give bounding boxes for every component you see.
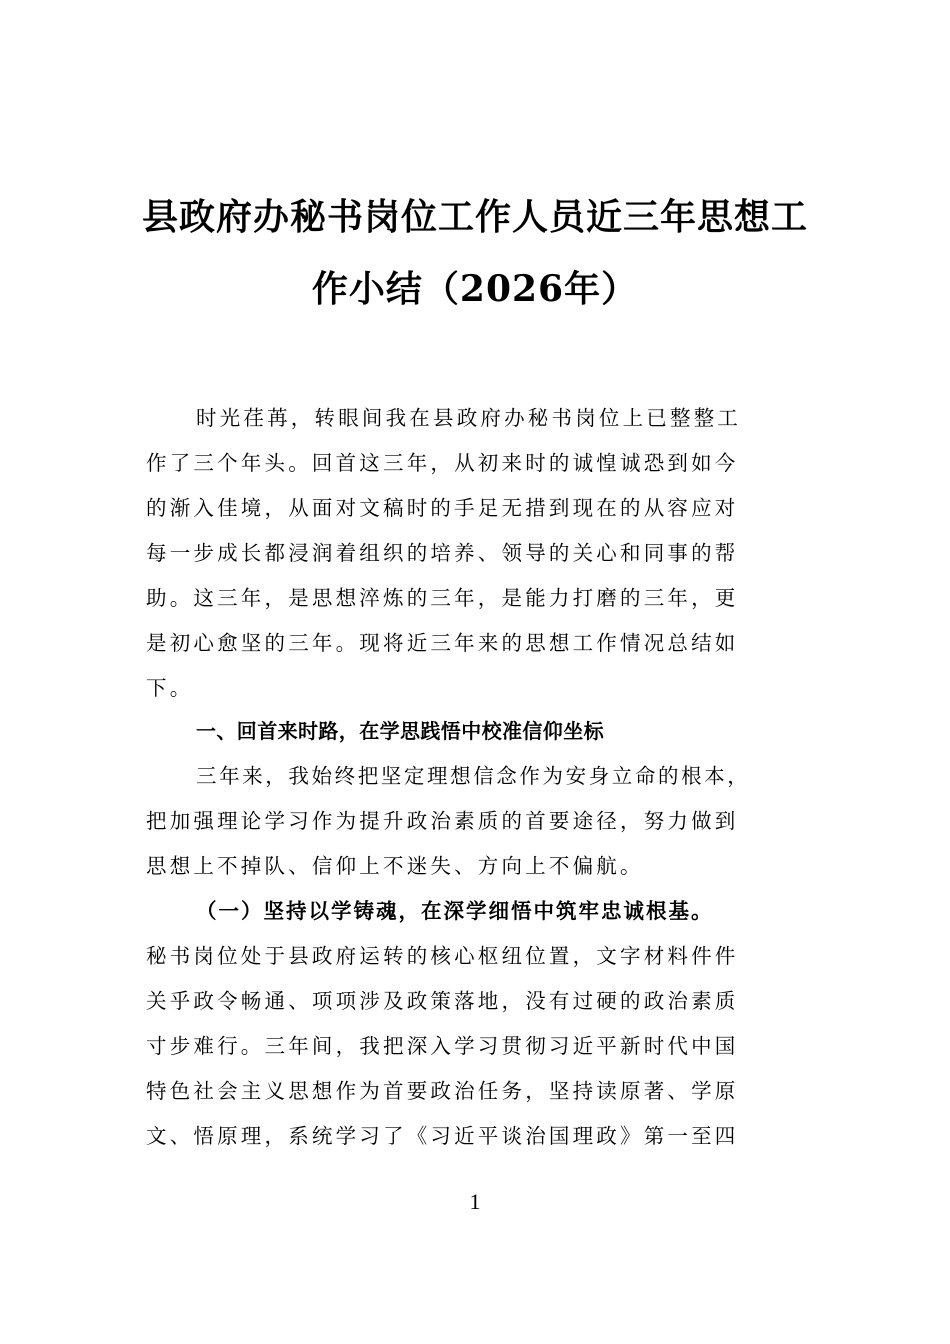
subsection-1-heading: （一）坚持以学铸魂，在深学细悟中筑牢忠诚根基。 (196, 899, 714, 923)
section-1-heading: 一、回首来时路，在学思践悟中校准信仰坐标 (196, 719, 604, 743)
paragraph-3-line-5: 文、悟原理，系统学习了《习近平谈治国理政》第一至四 (146, 1124, 739, 1148)
paragraph-1-line-1: 时光荏苒，转眼间我在县政府办秘书岗位上已整整工 (196, 406, 742, 430)
paragraph-3-line-2: 关乎政令畅通、项项涉及政策落地，没有过硬的政治素质 (146, 989, 739, 1013)
paragraph-1-line-7: 下。 (146, 676, 194, 700)
paragraph-2-line-3: 思想上不掉队、信仰上不迷失、方向上不偏航。 (146, 854, 644, 878)
paragraph-3-line-1: 秘书岗位处于县政府运转的核心枢纽位置，文字材料件件 (146, 944, 739, 968)
document-title-line-1: 县政府办秘书岗位工作人员近三年思想工 (141, 196, 808, 238)
paragraph-1-line-6: 是初心愈坚的三年。现将近三年来的思想工作情况总结如 (146, 631, 739, 655)
paragraph-3-line-4: 特色社会主义思想作为首要政治任务，坚持读原著、学原 (146, 1079, 739, 1103)
paragraph-1-line-4: 每一步成长都浸润着组织的培养、领导的关心和同事的帮 (146, 541, 739, 565)
paragraph-1-line-2: 作了三个年头。回首这三年，从初来时的诚惶诚恐到如今 (146, 451, 739, 475)
page-number: 1 (469, 1189, 481, 1214)
paragraph-3-line-3: 寸步难行。三年间，我把深入学习贯彻习近平新时代中国 (146, 1034, 739, 1058)
paragraph-2-line-1: 三年来，我始终把坚定理想信念作为安身立命的根本， (196, 764, 751, 788)
document-title-line-2: 作小结（2026年） (311, 268, 639, 310)
paragraph-2-line-2: 把加强理论学习作为提升政治素质的首要途径，努力做到 (146, 809, 739, 833)
paragraph-1-line-5: 助。这三年，是思想淬炼的三年，是能力打磨的三年，更 (146, 586, 739, 610)
paragraph-1-line-3: 的渐入佳境，从面对文稿时的手足无措到现在的从容应对 (146, 496, 739, 520)
